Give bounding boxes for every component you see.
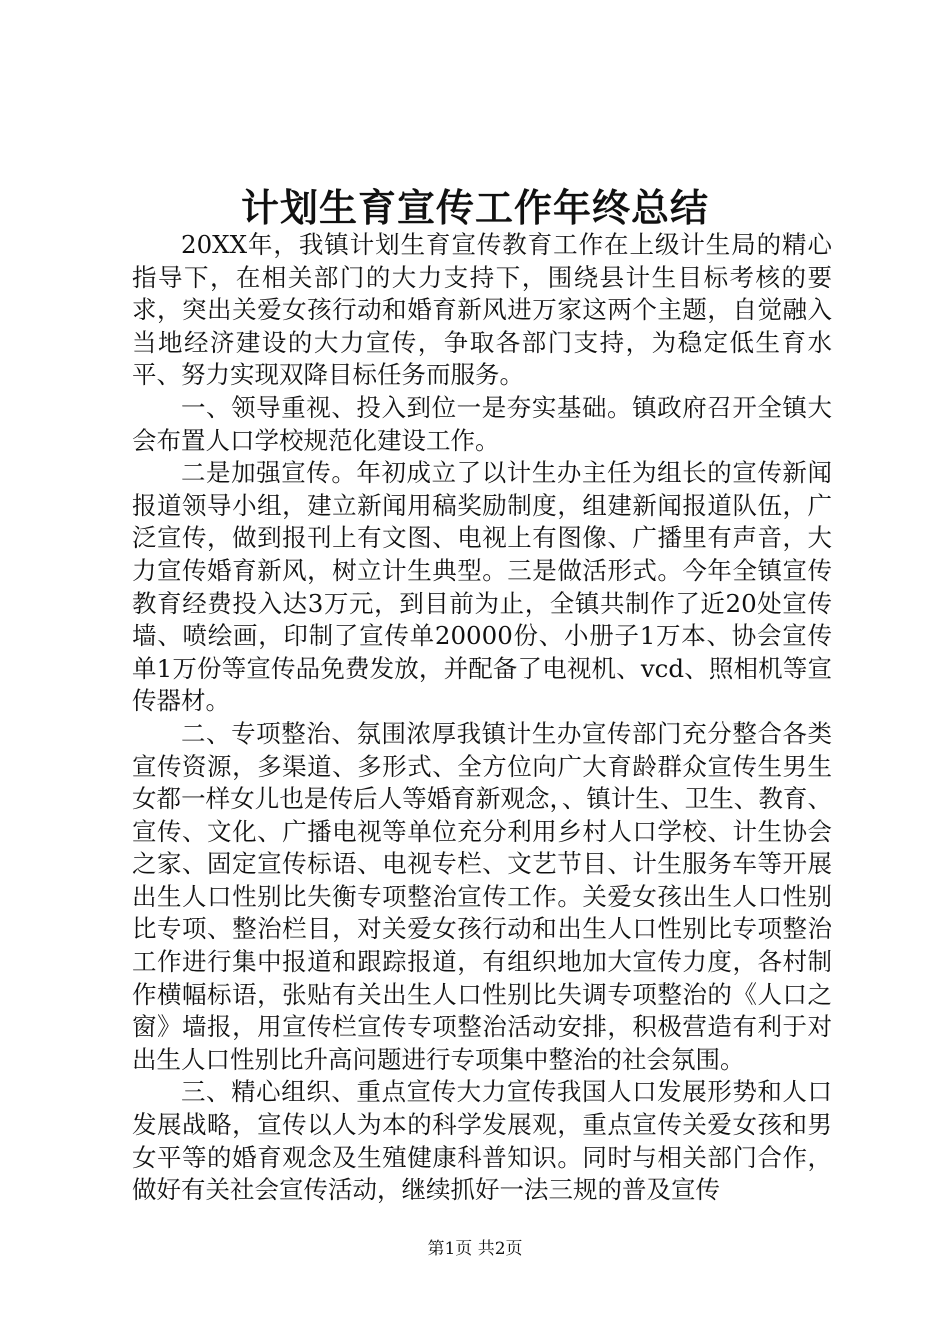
page-footer: 第1页 共2页 [427,1239,523,1259]
paragraph-section-1: 一、领导重视、投入到位一是夯实基础。镇政府召开全镇大会布置人口学校规范化建设工作。 [132,392,832,455]
paragraph-intro: 20XX年，我镇计划生育宣传教育工作在上级计生局的精心指导下，在相关部门的大力支持下，围绕县计生目标考核的要求，突出关爱女孩行动和婚育新风进万家这两个主题，自觉融入当地经济建设的大力宣传，争取各部门支持，为稳定低生育水平、努力实现双降目标任务而服务。 [132,230,832,390]
paragraph-section-3: 三、精心组织、重点宣传大力宣传我国人口发展形势和人口发展战略，宣传以人为本的科学发展观，重点宣传关爱女孩和男女平等的婚育观念及生殖健康科普知识。同时与相关部门合作，做好有关社会宣传活动，继续抓好一法三规的普及宣传 [132,1077,832,1205]
paragraph-section-1-cont: 二是加强宣传。年初成立了以计生办主任为组长的宣传新闻报道领导小组，建立新闻用稿奖励制度，组建新闻报道队伍，广泛宣传，做到报刊上有文图、电视上有图像、广播里有声音，大力宣传婚育新风，树立计生典型。三是做活形式。今年全镇宣传教育经费投入达3万元，到目前为止，全镇共制作了近20处宣传墙、喷绘画，印制了宣传单20000份、小册子1万本、协会宣传单1万份等宣传品免费发放，并配备了电视机、vcd、照相机等宣传器材。 [132,458,832,716]
document-title: 计划生育宣传工作年终总结 [240,185,709,230]
paragraph-section-2: 二、专项整治、氛围浓厚我镇计生办宣传部门充分整合各类宣传资源，多渠道、多形式、全方位向广大育龄群众宣传生男生女都一样女儿也是传后人等婚育新观念，、镇计生、卫生、教育、宣传、文化、广播电视等单位充分利用乡村人口学校、计生协会之家、固定宣传标语、电视专栏、文艺节目、计生服务车等开展出生人口性别比失衡专项整治宣传工作。关爱女孩出生人口性别比专项、整治栏目，对关爱女孩行动和出生人口性别比专项整治工作进行集中报道和跟踪报道，有组织地加大宣传力度，各村制作横幅标语，张贴有关出生人口性别比失调专项整治的《人口之窗》墙报，用宣传栏宣传专项整治活动安排，积极营造有利于对出生人口性别比升高问题进行专项集中整治的社会氛围。 [132,718,832,1074]
document-body [132,229,832,1207]
